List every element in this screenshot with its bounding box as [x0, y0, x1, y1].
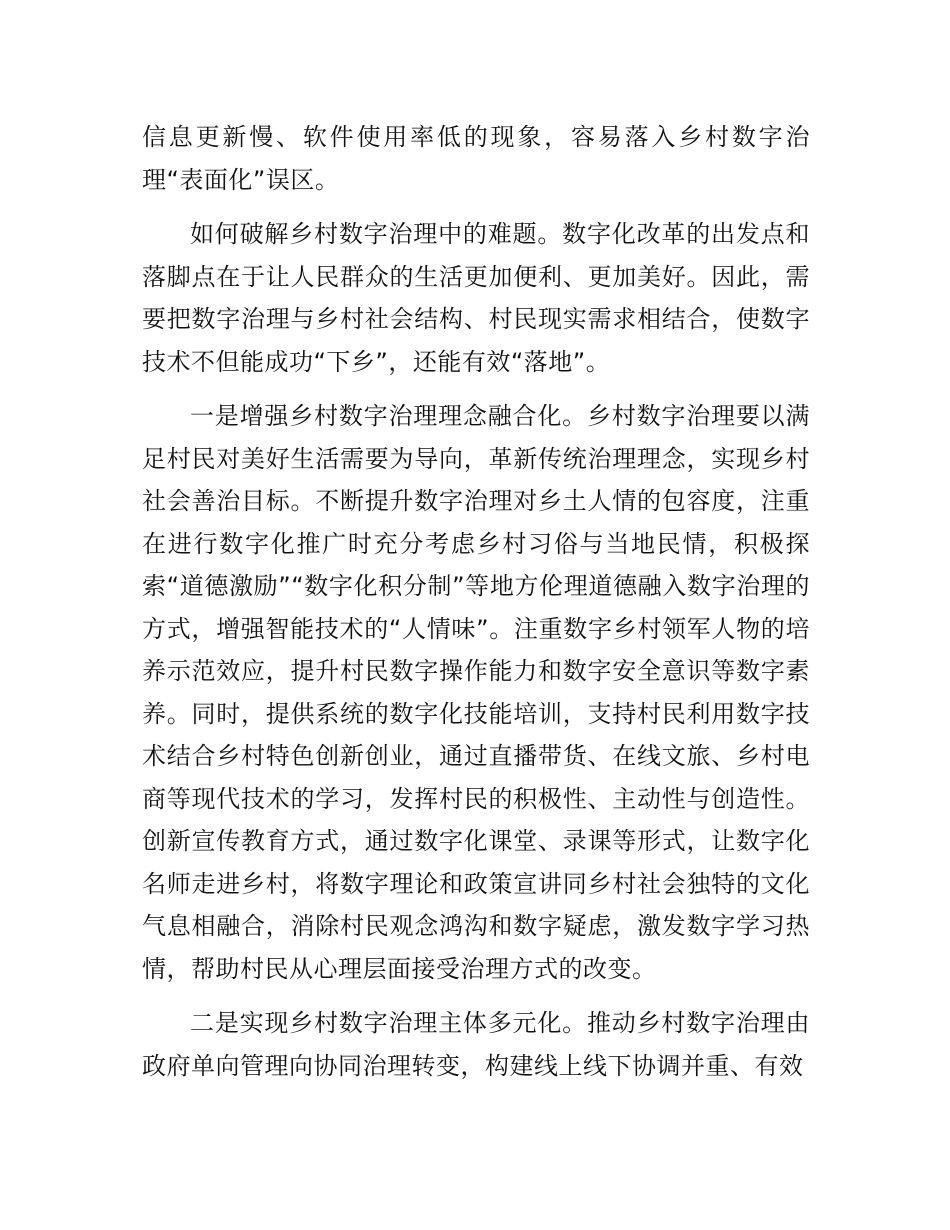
paragraph-problem-solving: 如何破解乡村数字治理中的难题。数字化改革的出发点和落脚点在于让人民群众的生活更加便利、更加美好。因此，需要把数字治理与乡村社会结构、村民现实需求相结合，使数字技术不但能成功“下乡”，还能有效“落地”。	[142, 220, 810, 376]
document-body	[142, 116, 810, 1099]
paragraph-continuation: 信息更新慢、软件使用率低的现象，容易落入乡村数字治理“表面化”误区。	[142, 123, 810, 194]
paragraph-diversified-subjects: 二是实现乡村数字治理主体多元化。推动乡村数字治理由政府单向管理向协同治理转变，构建线上线下协调并重、有效	[142, 1009, 810, 1080]
paragraph-concept-integration: 一是增强乡村数字治理理念融合化。乡村数字治理要以满足村民对美好生活需要为导向，革新传统治理理念，实现乡村社会善治目标。不断提升数字治理对乡土人情的包容度，注重在进行数字化推广时充分考虑乡村习俗与当地民情，积极探索“道德激励”“数字化积分制”等地方伦理道德融入数字治理的方式，增强智能技术的“人情味”。注重数字乡村领军人物的培养示范效应，提升村民数字操作能力和数字安全意识等数字素养。同时，提供系统的数字化技能培训，支持村民利用数字技术结合乡村特色创新创业，通过直播带货、在线文旅、乡村电商等现代技术的学习，发挥村民的积极性、主动性与创造性。创新宣传教育方式，通过数字化课堂、录课等形式，让数字化名师走进乡村，将数字理论和政策宣讲同乡村社会独特的文化气息相融合，消除村民观念鸿沟和数字疑虑，激发数字学习热情，帮助村民从心理层面接受治理方式的改变。	[142, 402, 810, 983]
